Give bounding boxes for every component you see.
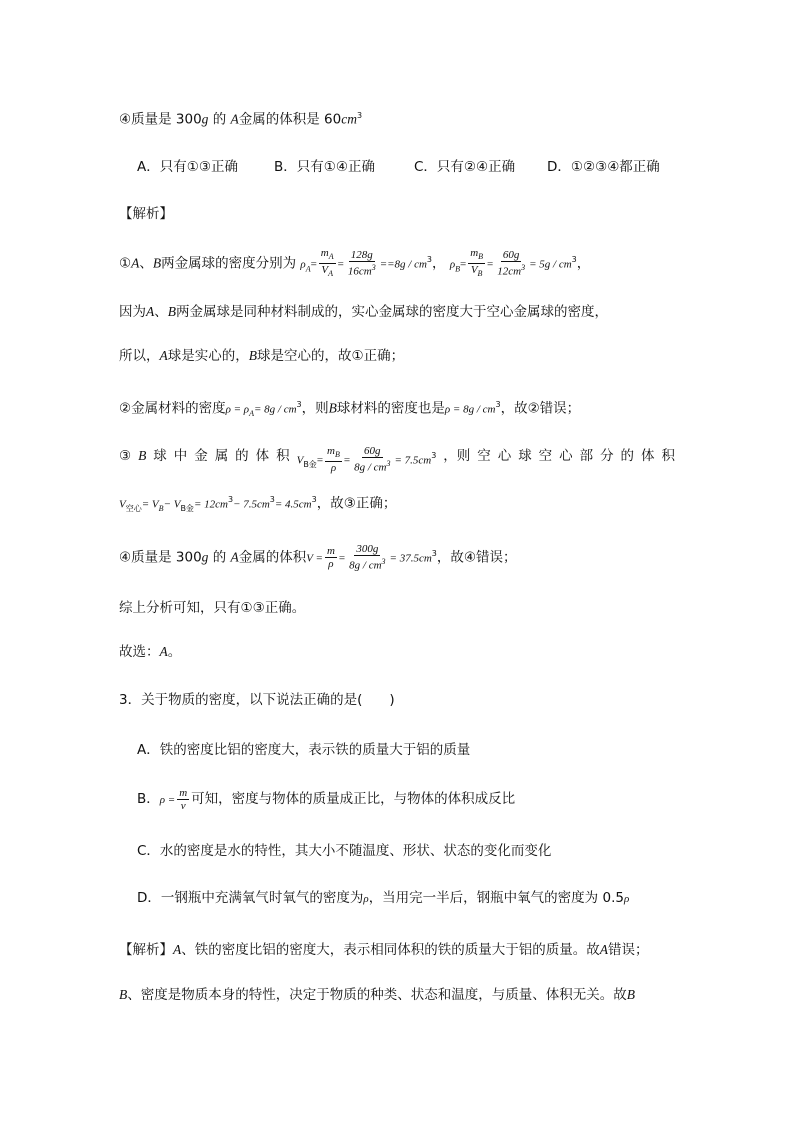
analysis-step-2: 因为A、B两金属球是同种材料制成的，实心金属球的密度大于空心金属球的密度， xyxy=(119,304,608,320)
q3-analysis-line-2: B、密度是物质本身的特性，决定于物质的种类、状态和温度，与质量、体积无关。故B xyxy=(119,987,635,1003)
q3-option-c: C．水的密度是水的特性，其大小不随温度、形状、状态的变化而变化 xyxy=(137,843,552,859)
q3-option-b: B．ρ = $\frac{m}{v}$ 可知，密度与物体的质量成正比，与物体的体积成反比 xyxy=(137,786,516,812)
q2-option-d: D．①②③④都正确 xyxy=(547,159,660,175)
q2-options xyxy=(137,157,660,177)
q3-stem: 3．关于物质的密度，以下说法正确的是( ) xyxy=(119,692,395,708)
analysis-summary: 综上分析可知，只有①③正确。 xyxy=(119,600,306,616)
analysis-step-7: ④质量是 300g 的 A金属的体积V = $\frac{m}{\rho}$ = $\frac{300g}{8g / cm^3}$ = $37.5cm^3$，故④错误； xyxy=(119,543,517,572)
analysis-step-4: ②金属材料的密度$\rho = \rho_A= 8g / cm^3$，则B球材料的密度也是$\rho = 8g / cm^3$，故②错误； xyxy=(119,400,581,419)
q3-analysis-line-1: 【解析】A、铁的密度比铝的密度大，表示相同体积的铁的质量大于铝的质量。故A错误； xyxy=(119,942,649,958)
q2-option-c: C．只有②④正确 xyxy=(414,159,516,175)
analysis-answer: 故选：A。 xyxy=(119,644,182,660)
analysis-step-3: 所以，A球是实心的，B球是空心的，故①正确； xyxy=(119,348,405,364)
analysis-step-5: ③ B 球 中 金 属 的 体 积 $V_{B金}=$ $\frac{m_B}{\rho}$ = $\frac{60g}{8g / cm^3}$ = $7.5cm^3$ ，则 空 心 球 空 心 部 分 的 体 积 xyxy=(119,444,675,475)
q2-option-a: A．只有①③正确 xyxy=(137,159,238,175)
q2-item-4: ④质量是 300g 的 A金属的体积是 $60cm^3$ xyxy=(119,111,363,128)
analysis-step-1: ①A、B两金属球的密度分别为 $\rho_A=$ $\frac{m_A}{V_A}$ = $\frac{128g}{16cm^3}$ $==8g / cm^3$， $\rho_B=$ $\frac{m_B}{V_B}$ = $\frac{60g}{12cm^3}$ = $5g / cm^3$， xyxy=(119,247,591,279)
q3-option-d: D．一钢瓶中充满氧气时氧气的密度为ρ，当用完一半后，钢瓶中氧气的密度为 0.5ρ xyxy=(137,890,630,906)
q2-option-b: B．只有①④正确 xyxy=(274,159,375,175)
analysis-step-6: $V_{空心}= V_B- V_{B金}= 12cm^3- 7.5cm^3= 4.5cm^3$，故③正确； xyxy=(119,495,397,514)
analysis-heading: 【解析】 xyxy=(119,206,173,222)
q3-option-a: A．铁的密度比铝的密度大，表示铁的质量大于铝的质量 xyxy=(137,742,471,758)
